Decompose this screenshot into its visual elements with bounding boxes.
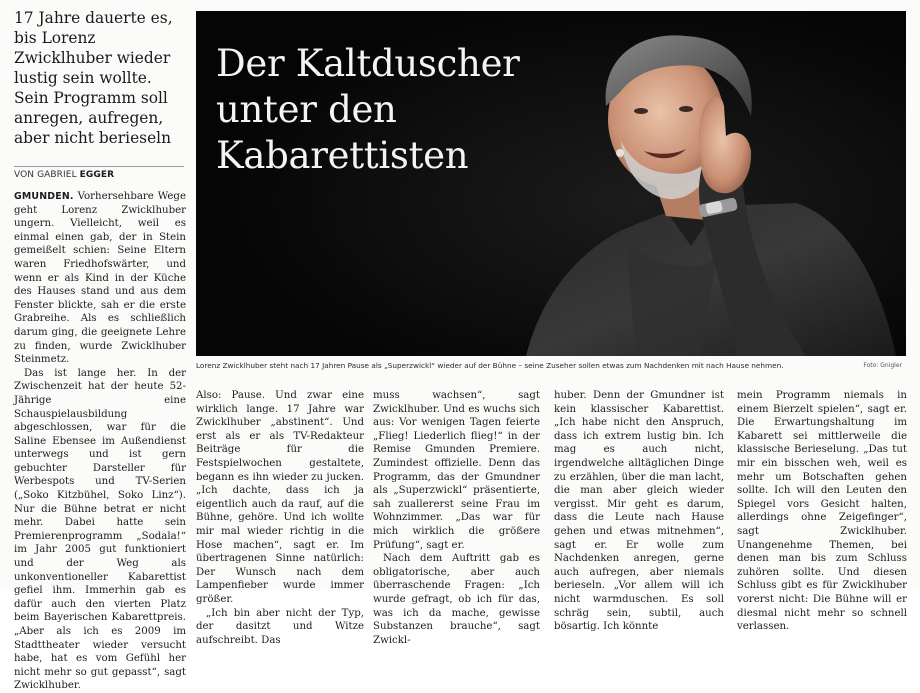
photo-credit: Foto: Gnigler [863,362,902,369]
article-paragraph: Also: Pause. Und zwar eine wirklich lange. 17 Jahre war Zwicklhuber „abstinent“. Und erst als er als TV-Redakteur Beiträge für die Festspielwochen gestaltete, begann es ihn wieder zu jucken. „Ich dachte, dass ich ja eigentlich auch da rauf, auf die Bühne, gehöre. Und ich wollte mir mal wieder richtig in die Hose machen“, sagt er. Im übertragenen Sinne natürlich: Der Wunsch nach dem Lampenfieber wurde immer größer. [196,390,364,605]
article-paragraph: huber. Denn der Gmundner ist kein klassischer Kabarettist. „Ich habe nicht den Anspruch, dass ich extrem lustig bin. Ich mag es auch nicht, irgendwelche alltäglichen Dinge zu erzählen, über die man lacht, die man aber gleich wieder vergisst. Mir geht es darum, dass die Leute nach Hause gehen und etwas mitnehmen“, sagt er. Er wolle zum Nachdenken anregen, gerne auch aufregen, aber niemals berieseln. „Vor allem will ich nicht warmduschen. Es soll schräg sein, subtil, auch bösartig. Ich könnte [554,390,724,633]
article-paragraph: Nach dem Auftritt gab es obligatorische, aber auch überraschende Fragen: „Ich wurde gefragt, ob ich für das, was ich da mache, gewisse Substanzen brauche“, sagt Zwickl- [373,553,540,646]
article-paragraph: „Ich bin aber nicht der Typ, der dasitzt und Witze aufschreibt. Das [196,607,364,646]
byline-divider [14,166,184,167]
byline-author: EGGER [79,170,115,180]
article-column-3 [373,389,540,647]
article-paragraph: mein Programm niemals in einem Bierzelt spielen“, sagt er. Die Erwartungshaltung im Kabarett sei mittlerweile die klassische Berieselung. „Das tut mir ein bisschen weh, weil es mehr um Botschaften gehen sollte. Ich will den Leuten den Spiegel vors Gesicht halten, allerdings ohne Zeigefinger“, sagt Zwicklhuber. Unangenehme Themen, bei denen man bis zum Schluss zuhören sollte. Und diesen Schluss gibt es für Zwicklhuber vorerst nicht: Die Bühne will er diesmal nicht mehr so schnell verlassen. [737,390,907,633]
headline: Der Kaltduscher unter den Kabarettisten [216,42,520,177]
photo-caption-text: Lorenz Zwicklhuber steht nach 17 Jahren Pause als „Superzwickl“ wieder auf der Bühne – seine Zuseher sollen etwas zum Nachdenken mit nach Hause nehmen. [196,361,784,370]
article-paragraph: Das ist lange her. In der Zwischenzeit hat der heute 52-Jährige eine Schauspielausbildung abgeschlossen, war für die Saline Ebensee im Außendienst unterwegs und ist gern gebuchter Darsteller für Werbespots und TV-Serien („Soko Kitzbühel, Soko Linz“). Nur die Bühne betrat er nicht mehr. Dabei hatte sein Premierenprogramm „Sodala!“ im Jahr 2005 gut funktioniert und der Weg als unkonventioneller Kabarettist gefiel ihm. Immerhin gab es dafür auch den vierten Platz beim Bayerischen Kabarettpreis. „Aber als ich es 2009 im Stadttheater wieder versucht habe, hat es vom Gefühl her nicht mehr so gut gepasst“, sagt Zwicklhuber. [14,367,186,692]
byline [14,170,186,180]
article-paragraph-text: Vorhersehbare Wege geht Lorenz Zwicklhuber ungern. Vielleicht, weil es einmal einen gab, der in Stein gemeißelt schien: Seine Eltern waren Friedhofswärter, und wenn er als Kind in der Küche des Hauses stand und aus dem Fenster blickte, sah er die erste Grabreihe. Als es schließlich darum ging, die geeignete Lehre zu finden, wurde Zwicklhuber Steinmetz. [14,191,186,366]
article-deck: 17 Jahre dauerte es, bis Lorenz Zwicklhuber wieder lustig sein wollte. Sein Programm soll anregen, aufregen, aber nicht berieseln [14,9,173,147]
hero-photo [196,11,906,356]
article-paragraph: muss wachsen“, sagt Zwicklhuber. Und es wuchs sich aus: Vor wenigen Tagen feierte „Flieg! Liederlich flieg!“ in der Remise Gmunden Premiere. Zumindest offizielle. Denn das Programm, das der Gmundner als „Superzwickl“ präsentierte, sah zuallererst seine Frau im Wohnzimmer. „Das war für mich wirklich die größere Prüfung“, sagt er. [373,390,540,551]
article-column-4 [554,389,724,634]
article-column-5 [737,389,907,634]
dateline: GMUNDEN. [14,191,74,202]
article-column-2 [196,389,364,647]
byline-prefix: VON GABRIEL [14,170,77,180]
article-column-1 [14,190,186,693]
article-paragraph [14,190,186,367]
photo-caption [196,361,906,375]
